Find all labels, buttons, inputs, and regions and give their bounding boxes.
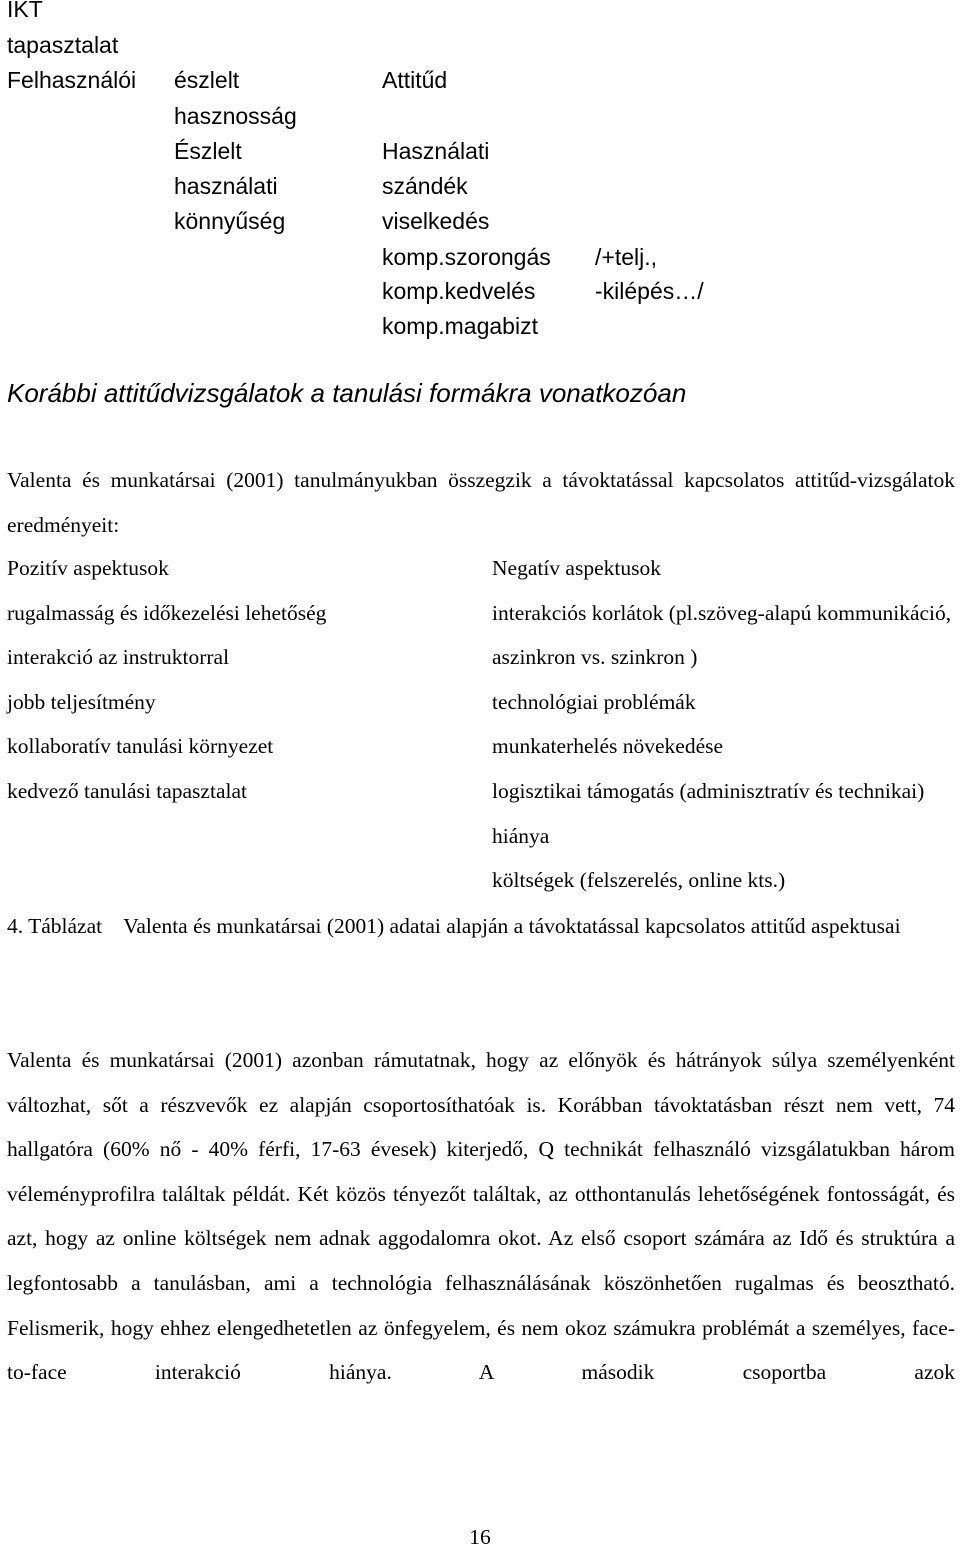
diagram-label-hasznalati-2: Használati: [382, 138, 490, 164]
diagram-label-eszlelt-2: Észlelt: [174, 138, 242, 164]
body-paragraph: Valenta és munkatársai (2001) azonban rámutatnak, hogy az előnyök és hátrányok súlya személyenként változhat, sőt a részvevők ez alapján csoportosíthatóak is. Korábban távoktatásban részt nem vett, 74 hallgatóra (60% nő - 40% férfi, 17-63 évesek) kiterjedő, Q technikát felhasználó vizsgálatukban három véleményprofilra találtak példát. Két közös tényezőt találtak, az otthontanulás lehetőségének fontosságát, és azt, hogy az online költségek nem adnak aggodalomra okot. Az első csoport számára az Idő és struktúra a legfontosabb a tanulásban, ami a technológia felhasználásának köszönhetően rugalmas és beosztható. Felismerik, hogy ehhez elengedhetetlen az önfegyelem, és nem okoz számukra problémát a személyes, face-to-face interakció hiánya. A második csoportba azok: [7, 1048, 955, 1385]
diagram-label-ikt: IKT: [7, 0, 43, 22]
diagram-label-komp-kedveles: komp.kedvelés: [382, 278, 536, 304]
diagram-label-attitud: Attitűd: [382, 67, 448, 93]
positive-aspect-item: interakció az instruktorral: [7, 645, 230, 670]
diagram-label-hasznalati: használati: [174, 173, 278, 199]
section-heading: Korábbi attitűdvizsgálatok a tanulási formákra vonatkozóan: [7, 378, 687, 408]
table-caption-text: Valenta és munkatársai (2001) adatai alapján a távoktatással kapcsolatos attitűd aspektusai: [123, 914, 901, 938]
negative-aspect-item: technológiai problémák: [492, 689, 696, 714]
diagram-label-hasznossag: hasznosság: [174, 103, 297, 129]
positive-aspects-header: Pozitív aspektusok: [7, 556, 169, 580]
table-caption-label: 4. Táblázat: [7, 914, 103, 938]
positive-aspect-item: kedvező tanulási tapasztalat: [7, 778, 247, 803]
positive-aspects-column: [7, 546, 477, 814]
diagram-label-szandek: szándék: [382, 173, 468, 199]
positive-aspect-item: jobb teljesítmény: [7, 689, 156, 714]
negative-aspects-header: Negatív aspektusok: [492, 556, 661, 580]
diagram-label-komp-magabizt: komp.magabizt: [382, 313, 538, 339]
table-caption: [7, 904, 955, 949]
negative-aspect-item: interakciós korlátok (pl.szöveg-alapú kommunikáció, aszinkron vs. szinkron ): [492, 600, 952, 670]
positive-aspect-item: rugalmasság és időkezelési lehetőség: [7, 600, 327, 625]
diagram-label-felhasznaloi: Felhasználói: [7, 67, 137, 93]
tam-model-diagram: [0, 0, 960, 345]
page-number: 16: [469, 1525, 491, 1549]
negative-aspect-item: munkaterhelés növekedése: [492, 734, 724, 759]
diagram-label-telj: /+telj.,: [595, 244, 658, 270]
diagram-label-viselkedes: viselkedés: [382, 208, 490, 234]
diagram-label-komp-szorongas: komp.szorongás: [382, 244, 551, 270]
negative-aspects-column: [492, 546, 957, 903]
diagram-label-tapasztalat: tapasztalat: [7, 32, 119, 58]
negative-aspect-item: költségek (felszerelés, online kts.): [492, 868, 786, 893]
diagram-label-eszlelt: észlelt: [174, 67, 240, 93]
negative-aspect-item: logisztikai támogatás (adminisztratív és technikai) hiánya: [492, 778, 925, 848]
intro-paragraph: Valenta és munkatársai (2001) tanulmányukban összegzik a távoktatással kapcsolatos attitűd-vizsgálatok eredményeit:: [7, 468, 955, 537]
positive-aspect-item: kollaboratív tanulási környezet: [7, 734, 274, 759]
diagram-label-konnyuseg: könnyűség: [174, 208, 286, 234]
diagram-label-kilepes: -kilépés…/: [595, 278, 704, 304]
